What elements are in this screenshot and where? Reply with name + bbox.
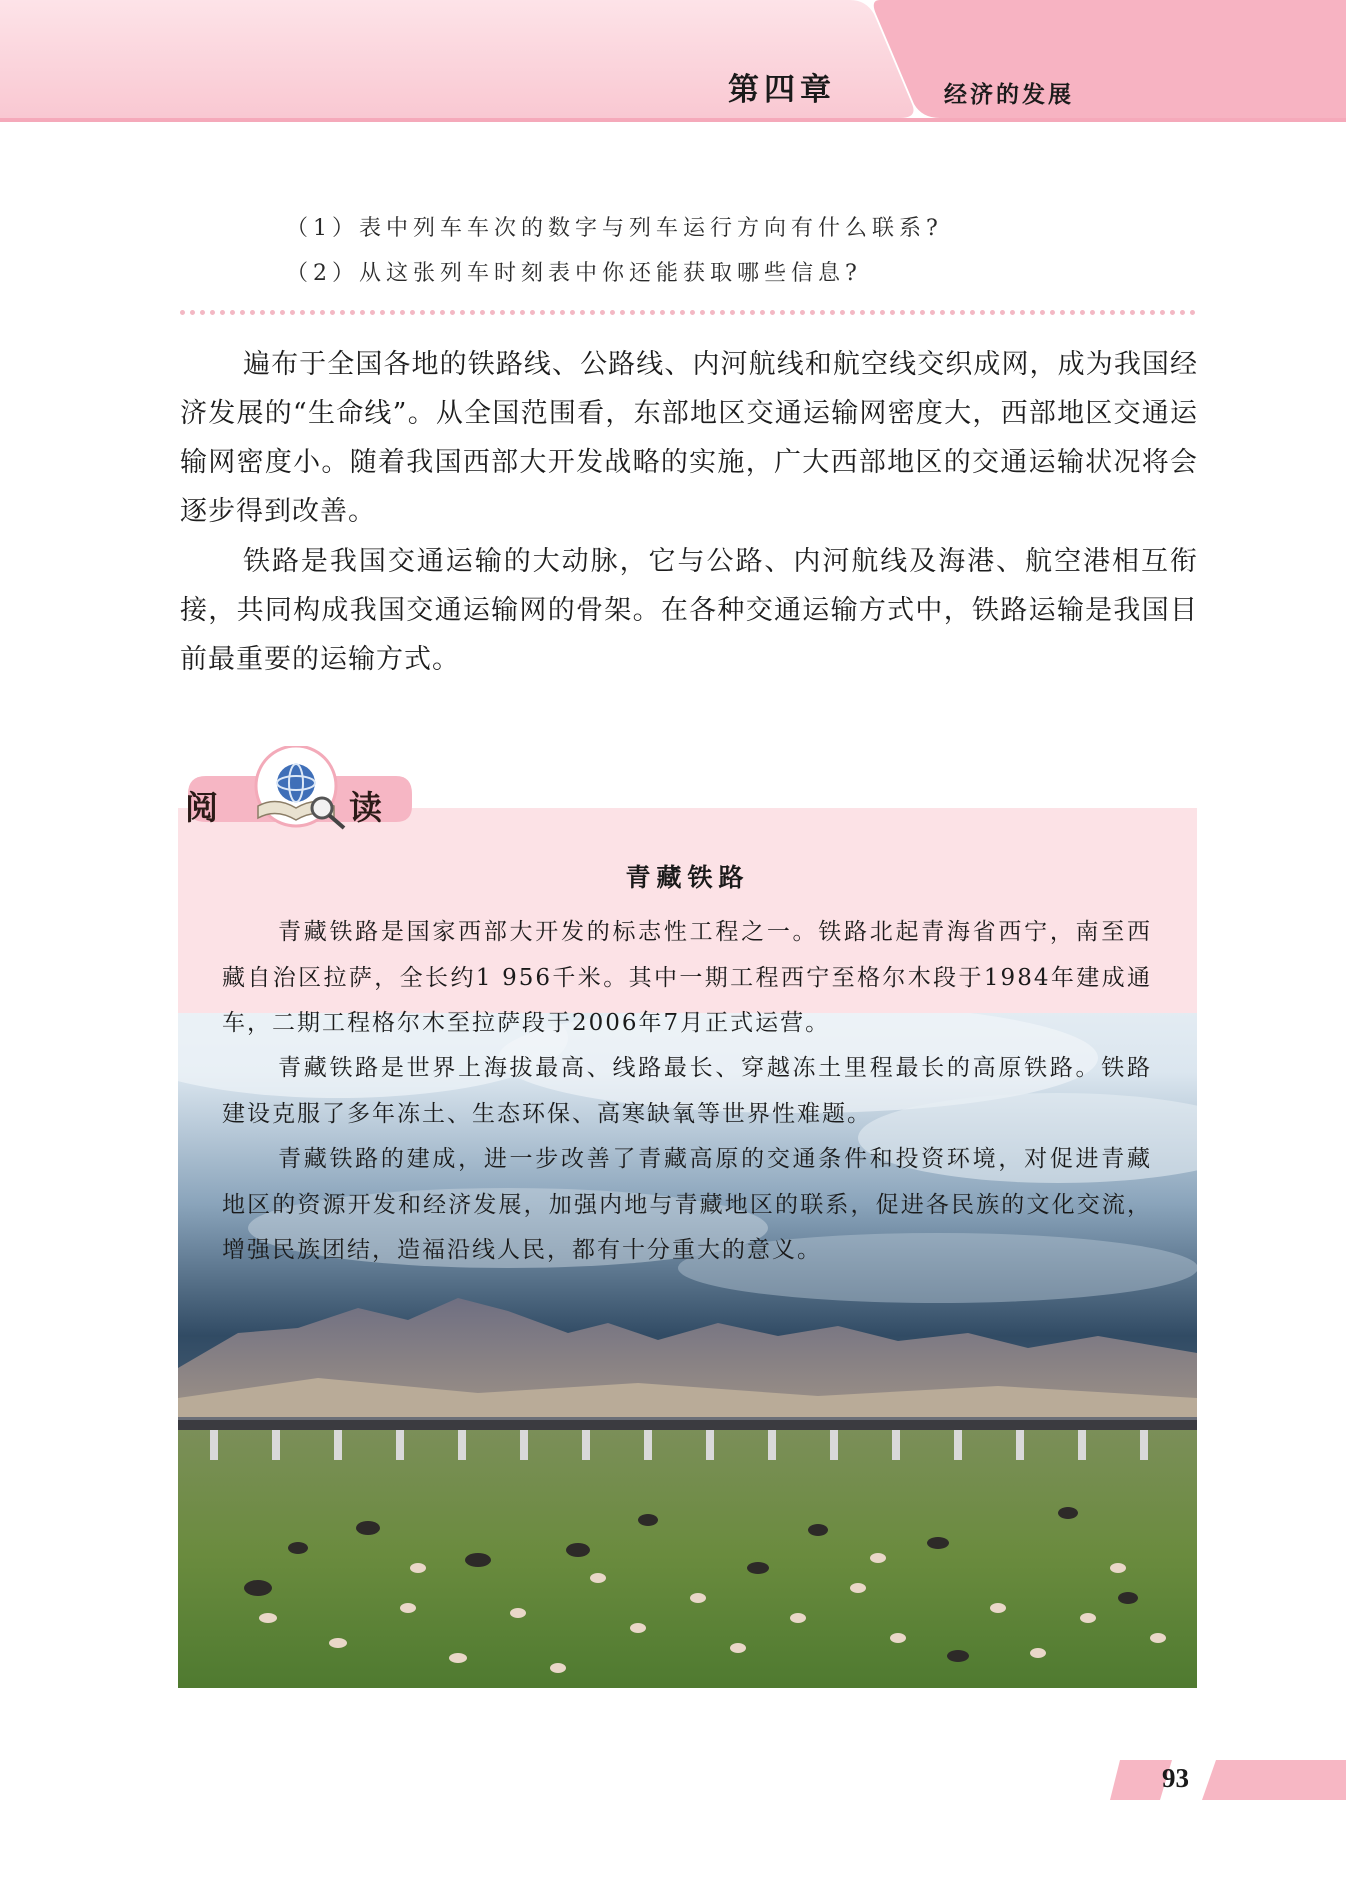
- chapter-number: 第四章: [728, 72, 836, 108]
- reading-badge-right-char: 读: [349, 788, 382, 827]
- chapter-title: 经济的发展: [944, 82, 1074, 108]
- question-2: （2）从这张列车时刻表中你还能获取哪些信息?: [286, 261, 862, 286]
- reading-badge-left-char: 阅: [185, 788, 218, 827]
- body-paragraph-2: 铁路是我国交通运输的大动脉，它与公路、内河航线及海港、航空港相互衔接，共同构成我国交通运输网的骨架。在各种交通运输方式中，铁路运输是我国目前最重要的运输方式。: [180, 546, 1198, 675]
- question-1: （1）表中列车车次的数字与列车运行方向有什么联系?: [286, 216, 943, 241]
- page-number: 93: [1162, 1763, 1189, 1793]
- reading-paragraph-2: 青藏铁路是世界上海拔最高、线路最长、穿越冻土里程最长的高原铁路。铁路建设克服了多年冻土、生态环保、高寒缺氧等世界性难题。: [222, 1055, 1152, 1127]
- header-band: [0, 0, 1346, 125]
- page-number-tab: [1110, 1760, 1346, 1802]
- body-paragraph-1: 遍布于全国各地的铁路线、公路线、内河航线和航空线交织成网，成为我国经济发展的“生命线”。从全国范围看，东部地区交通运输网密度大，西部地区交通运输网密度小。随着我国西部大开发战略的实施，广大西部地区的交通运输状况将会逐步得到改善。: [180, 349, 1198, 527]
- chapter-header: [0, 0, 1346, 125]
- reading-title: 青藏铁路: [625, 863, 750, 892]
- reading-paragraph-3: 青藏铁路的建成，进一步改善了青藏高原的交通条件和投资环境，对促进青藏地区的资源开发和经济发展，加强内地与青藏地区的联系，促进各民族的文化交流，增强民族团结，造福沿线人民，都有十分重大的意义。: [222, 1146, 1152, 1263]
- reading-paragraph-1: 青藏铁路是国家西部大开发的标志性工程之一。铁路北起青海省西宁，南至西藏自治区拉萨，全长约1 956千米。其中一期工程西宁至格尔木段于1984年建成通车，二期工程格尔木至拉萨段于2006年7月正式运营。: [222, 919, 1152, 1036]
- dotted-divider: [180, 310, 1196, 315]
